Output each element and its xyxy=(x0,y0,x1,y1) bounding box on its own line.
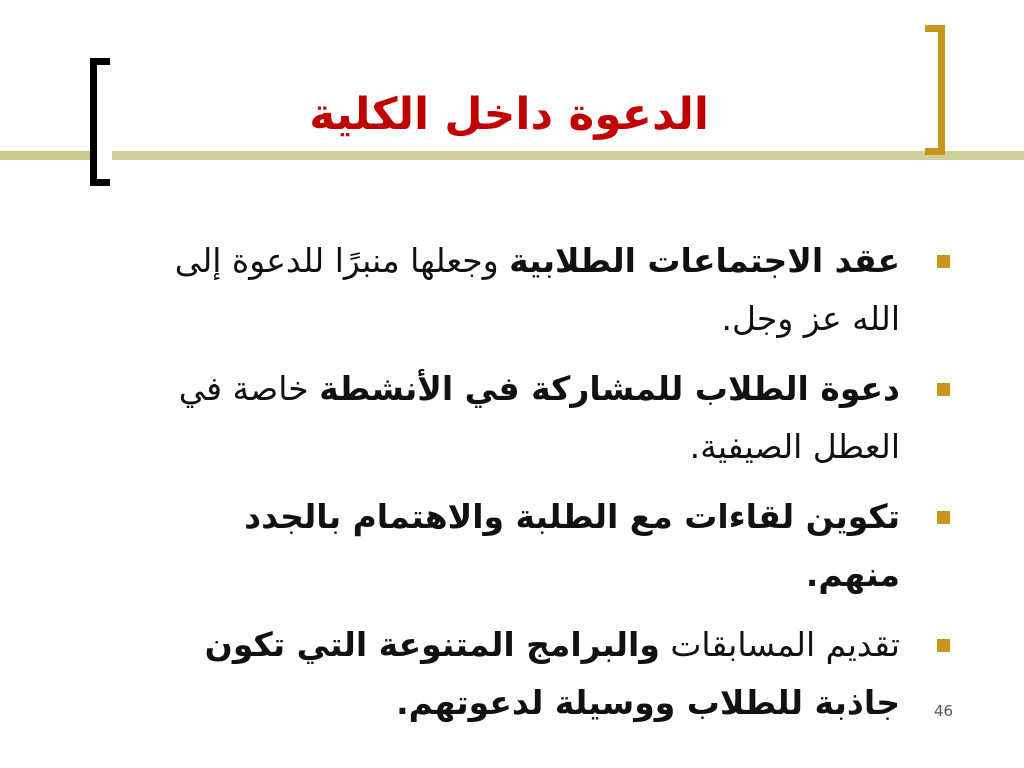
bullet-item-3 xyxy=(150,488,950,604)
bullet-item-1 xyxy=(150,232,950,348)
bullet-list xyxy=(150,232,950,744)
bullet-text-bold: دعوة الطلاب للمشاركة في الأنشطة xyxy=(319,369,900,408)
decorative-bar-left xyxy=(0,151,92,160)
square-bullet-icon xyxy=(937,383,950,396)
bullet-text-bold: تكوين لقاءات مع الطلبة والاهتمام بالجدد منهم. xyxy=(244,497,900,594)
decorative-bar-right xyxy=(112,151,1024,160)
bullet-item-2 xyxy=(150,360,950,476)
slide-title: الدعوة داخل الكلية xyxy=(309,89,709,140)
square-bullet-icon xyxy=(937,639,950,652)
bullet-text-bold: والبرامج المتنوعة التي تكون جاذبة للطلاب ووسيلة لدعوتهم. xyxy=(204,625,900,722)
square-bullet-icon xyxy=(937,255,950,268)
left-bracket-decoration xyxy=(90,58,110,186)
bullet-text: تقديم المسابقات xyxy=(659,625,900,664)
bullet-item-4 xyxy=(150,616,950,732)
bullet-text: خاصة في العطل الصيفية. xyxy=(178,369,900,466)
bullet-text: وجعلها منبرًا للدعوة إلى الله عز وجل. xyxy=(174,241,900,338)
bullet-text-bold: عقد الاجتماعات الطلابية xyxy=(509,241,900,280)
page-number: 46 xyxy=(934,702,954,720)
right-bracket-decoration xyxy=(925,25,945,155)
square-bullet-icon xyxy=(937,511,950,524)
